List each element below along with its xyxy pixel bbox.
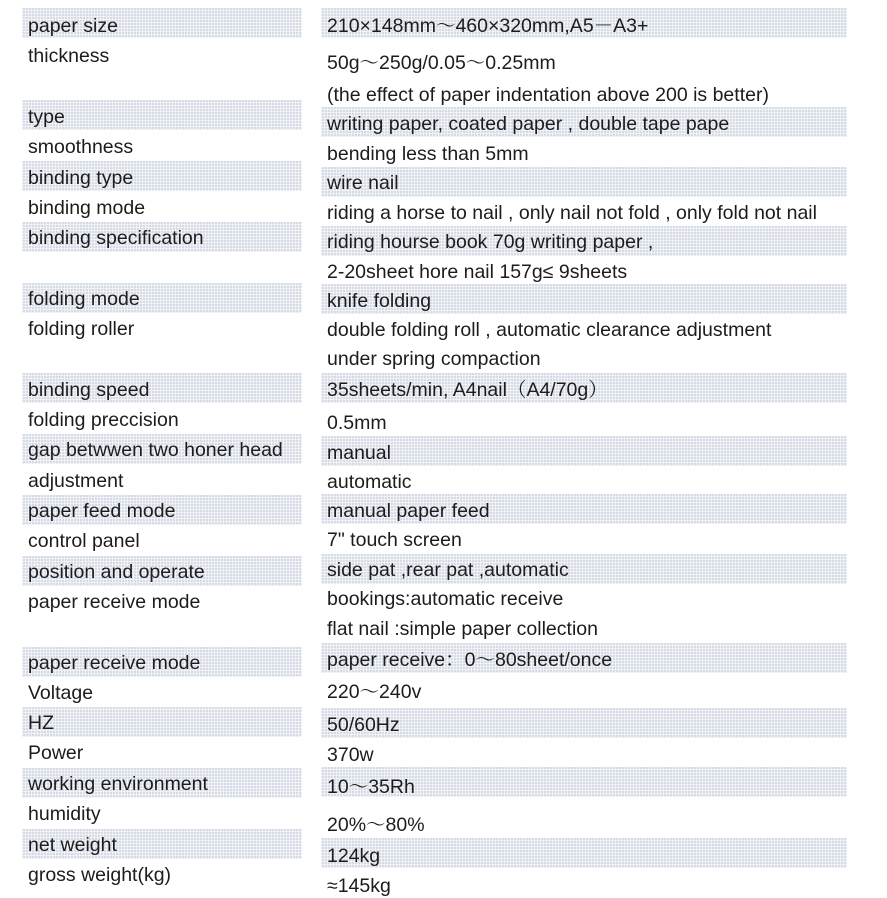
spec-value: bookings:automatic receive (327, 588, 564, 610)
spec-label: type (28, 106, 65, 128)
spec-value: 370w (327, 744, 374, 766)
spec-value: double folding roll , automatic clearance adjustment (327, 319, 772, 341)
value-band (321, 436, 847, 466)
spec-label: thickness (28, 45, 110, 67)
spec-value: ≈145kg (327, 875, 391, 897)
spec-value: paper receive：0～80sheet/once (327, 649, 613, 671)
spec-label: binding type (28, 167, 134, 189)
spec-value: 35sheets/min, A4nail（A4/70g） (327, 379, 608, 401)
spec-label: folding preccision (28, 409, 179, 431)
spec-label: binding specification (28, 227, 204, 249)
spec-value: 10～35Rh (327, 776, 415, 798)
spec-label: gross weight(kg) (28, 864, 172, 886)
value-band (321, 708, 847, 738)
spec-label: Power (28, 742, 84, 764)
spec-label: binding mode (28, 197, 146, 219)
spec-label: HZ (28, 712, 54, 734)
spec-value: 124kg (327, 845, 381, 867)
spec-label: gap betwwen two honer head (28, 439, 283, 461)
spec-value: riding a horse to nail , only nail not fold , only fold not nail (327, 202, 817, 224)
spec-value: (the effect of paper indentation above 200 is better) (327, 84, 769, 106)
spec-label: control panel (28, 530, 140, 552)
spec-label: binding speed (28, 379, 150, 401)
spec-label: Voltage (28, 682, 94, 704)
spec-label: paper feed mode (28, 500, 176, 522)
spec-value: under spring compaction (327, 348, 541, 370)
spec-label: net weight (28, 834, 117, 856)
spec-label: paper receive mode (28, 652, 201, 674)
spec-label: adjustment (28, 470, 124, 492)
spec-value: wire nail (327, 172, 399, 194)
spec-label: smoothness (28, 136, 134, 158)
spec-label: paper receive mode (28, 591, 201, 613)
spec-value: flat nail :simple paper collection (327, 618, 598, 640)
value-band (321, 838, 847, 868)
spec-value: 2-20sheet hore nail 157g≤ 9sheets (327, 261, 628, 283)
spec-value: 50/60Hz (327, 714, 400, 736)
value-band (321, 167, 847, 197)
spec-label: position and operate (28, 561, 205, 583)
spec-value: 7" touch screen (327, 529, 462, 551)
spec-value: 0.5mm (327, 412, 387, 434)
label-band (22, 707, 302, 737)
spec-value: 220～240v (327, 681, 422, 703)
spec-value: 50g～250g/0.05～0.25mm (327, 52, 556, 74)
spec-value: 20%～80% (327, 814, 425, 836)
spec-value: manual (327, 442, 391, 464)
spec-label: folding roller (28, 318, 135, 340)
spec-value: automatic (327, 471, 412, 493)
spec-label: paper size (28, 15, 118, 37)
spec-value: side pat ,rear pat ,automatic (327, 559, 569, 581)
spec-label: folding mode (28, 288, 140, 310)
spec-label: humidity (28, 803, 101, 825)
spec-value: bending less than 5mm (327, 143, 529, 165)
spec-label: working environment (28, 773, 208, 795)
spec-value: writing paper, coated paper , double tape pape (327, 113, 730, 135)
spec-value: 210×148mm～460×320mm,A5－A3+ (327, 15, 649, 37)
spec-value: manual paper feed (327, 500, 490, 522)
spec-value: riding hourse book 70g writing paper , (327, 231, 654, 253)
spec-value: knife folding (327, 290, 432, 312)
